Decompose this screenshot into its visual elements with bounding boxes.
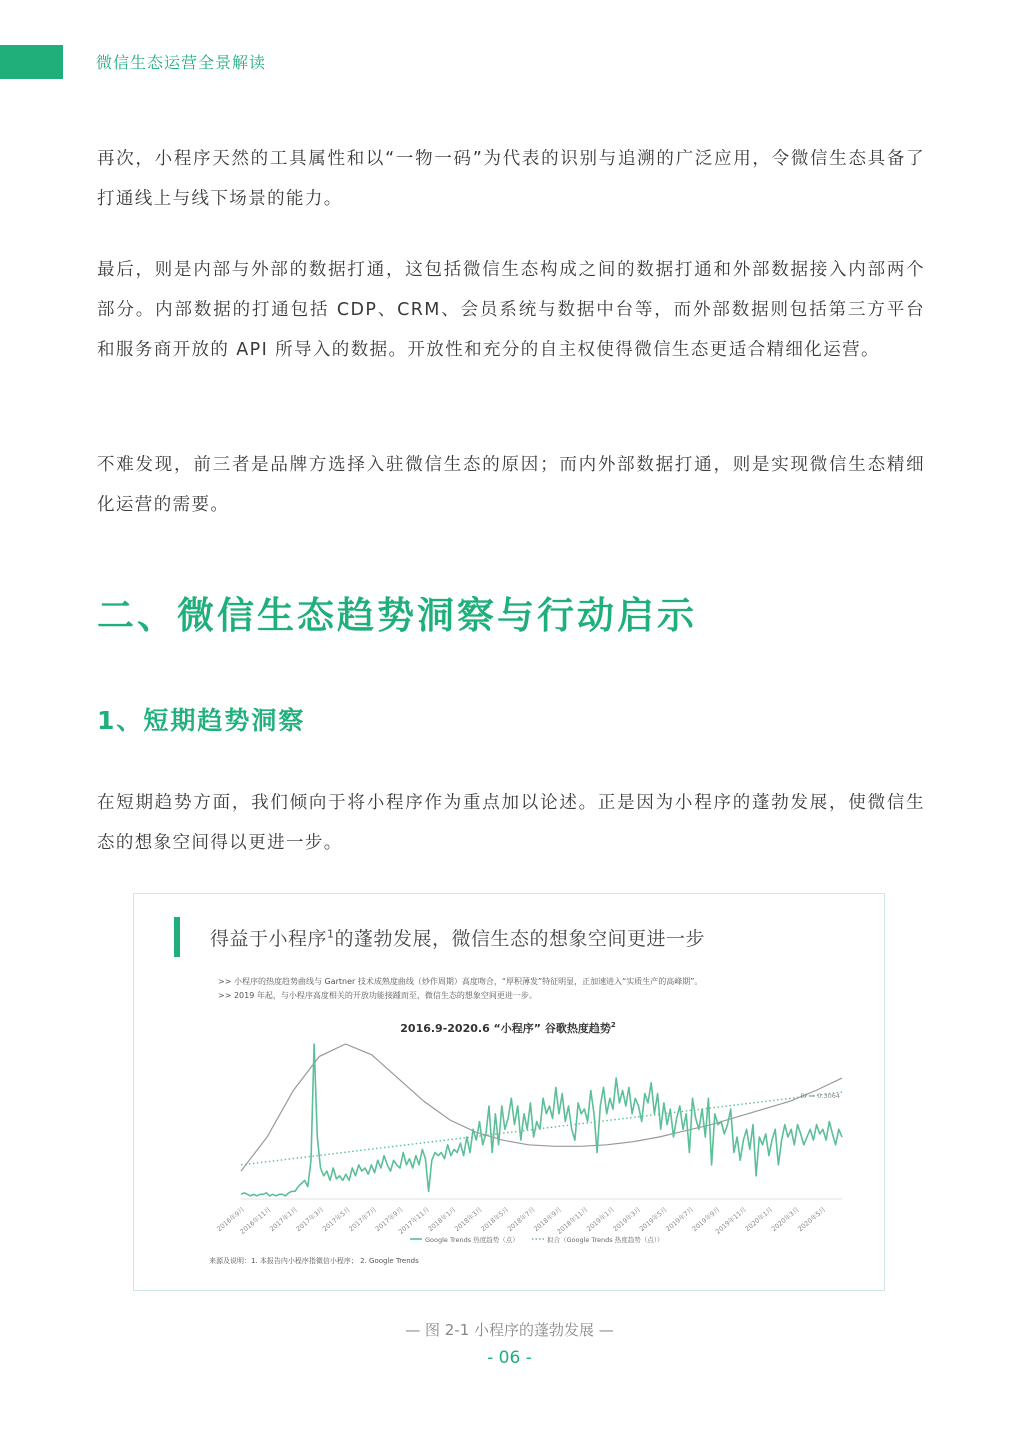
figure-title-part2: 的蓬勃发展，微信生态的想象空间更进一步 bbox=[334, 928, 706, 950]
x-tick-label: 2017年1月 bbox=[268, 1205, 300, 1234]
page-number: - 06 - bbox=[487, 1348, 532, 1368]
x-tick-label: 2019年3月 bbox=[611, 1205, 643, 1234]
x-tick-label: 2018年5月 bbox=[479, 1205, 511, 1234]
x-tick-label: 2017年7月 bbox=[347, 1205, 379, 1234]
x-tick-label: 2017年9月 bbox=[373, 1205, 405, 1234]
figure-title-accent bbox=[174, 917, 180, 957]
x-axis-labels bbox=[215, 1205, 828, 1236]
chart-title bbox=[400, 1021, 616, 1035]
r-squared-label: R² = 0.3064 bbox=[800, 1092, 840, 1100]
figure-title-sup: 1 bbox=[327, 927, 335, 941]
legend-label-fit: 拟合（Google Trends 热度趋势（点）） bbox=[547, 1236, 664, 1244]
trend-line bbox=[241, 1044, 842, 1196]
figure-title-part1: 得益于小程序 bbox=[210, 928, 328, 950]
figure-title bbox=[210, 924, 705, 951]
figure-source: 来源及说明：1. 本报告内小程序指微信小程序； 2. Google Trends bbox=[209, 1257, 419, 1265]
paragraph-1: 再次，小程序天然的工具属性和以“一物一码”为代表的识别与追溯的广泛应用，令微信生态具备了打通线上与线下场景的能力。 bbox=[97, 149, 925, 209]
x-tick-label: 2020年1月 bbox=[743, 1205, 775, 1234]
trend-line-group bbox=[241, 1044, 842, 1196]
figure-note-1: >> 小程序的热度趋势曲线与 Gartner 技术成熟度曲线（炒作周期）高度吻合，“厚积薄发”特征明显，正加速进入“实质生产的高峰期”。 bbox=[218, 977, 703, 986]
header-title: 微信生态运营全景解读 bbox=[96, 53, 267, 72]
x-tick-label: 2017年3月 bbox=[294, 1205, 326, 1234]
x-tick-label: 2018年7月 bbox=[505, 1205, 537, 1234]
x-tick-label: 2016年9月 bbox=[215, 1205, 247, 1234]
x-tick-label: 2019年11月 bbox=[713, 1205, 749, 1236]
x-tick-label: 2019年9月 bbox=[690, 1205, 722, 1234]
x-tick-label: 2019年1月 bbox=[585, 1205, 617, 1234]
intro-paragraph: 在短期趋势方面，我们倾向于将小程序作为重点加以论述。正是因为小程序的蓬勃发展，使微信生态的想象空间得以更进一步。 bbox=[97, 793, 925, 853]
x-tick-label: 2019年5月 bbox=[637, 1205, 669, 1234]
x-tick-label: 2018年9月 bbox=[532, 1205, 564, 1234]
chart-title-sup: 2 bbox=[610, 1021, 616, 1029]
sub-heading: 1、短期趋势洞察 bbox=[97, 706, 306, 735]
x-tick-label: 2020年5月 bbox=[796, 1205, 828, 1234]
x-tick-label: 2020年3月 bbox=[769, 1205, 801, 1234]
legend-label-trend: Google Trends 热度趋势（点） bbox=[425, 1236, 519, 1244]
chart-title-text: 2016.9-2020.6 “小程序” 谷歌热度趋势 bbox=[400, 1022, 611, 1035]
x-tick-label: 2019年7月 bbox=[664, 1205, 696, 1234]
figure-box bbox=[133, 893, 885, 1291]
x-tick-label: 2016年11月 bbox=[238, 1205, 273, 1236]
figure-note-2: >> 2019 年起，与小程序高度相关的开放功能接踵而至，微信生态的想象空间更进一步。 bbox=[218, 991, 537, 1000]
paragraph-3: 不难发现，前三者是品牌方选择入驻微信生态的原因；而内外部数据打通，则是实现微信生态精细化运营的需要。 bbox=[97, 455, 925, 515]
figure-caption: — 图 2-1 小程序的蓬勃发展 — bbox=[405, 1321, 614, 1339]
section-heading: 二、微信生态趋势洞察与行动启示 bbox=[97, 594, 697, 637]
x-tick-label: 2017年5月 bbox=[320, 1205, 352, 1234]
x-tick-label: 2018年3月 bbox=[453, 1205, 484, 1234]
paragraph-2: 最后，则是内部与外部的数据打通，这包括微信生态构成之间的数据打通和外部数据接入内部两个部分。内部数据的打通包括 CDP、CRM、会员系统与数据中台等，而外部数据则包括第三方平台和服务商开放的 API 所导入的数据。开放性和充分的自主权使得微信生态更适合精细化运营。 bbox=[97, 260, 925, 360]
x-tick-label: 2017年11月 bbox=[397, 1205, 432, 1236]
chart-legend bbox=[410, 1235, 663, 1244]
trend-chart bbox=[134, 1014, 884, 1314]
x-tick-label: 2018年11月 bbox=[555, 1205, 590, 1236]
chart-annotations bbox=[801, 1092, 840, 1100]
x-tick-label: 2018年1月 bbox=[426, 1205, 458, 1234]
header-accent-block bbox=[0, 45, 63, 79]
